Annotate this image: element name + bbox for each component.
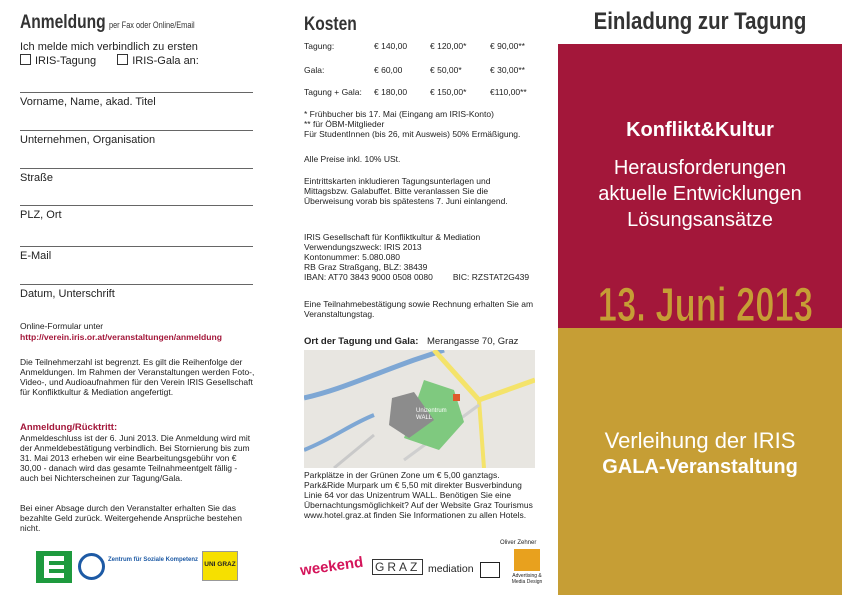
map-label: Unizentrum WALL [416, 408, 447, 421]
price-member: €110,00** [490, 87, 527, 97]
gala-line-2: GALA-Veranstaltung [602, 456, 798, 478]
registration-title: Anmeldung per Fax oder Online/Email [20, 12, 195, 33]
registration-info: Die Teilnehmerzahl ist begrenzt. Es gilt die Reihenfolge der Anmeldungen. Im Rahmen der Veranstaltungen werden Foto-, Video-, und Audioaufnahmen für den Verein IRIS Gesellschaft für Konfliktkultur & Mediation angefertigt. [20, 357, 255, 397]
field-street[interactable]: Straße [20, 168, 253, 184]
zsk-logo-text: Zentrum für Soziale Kompetenz [108, 557, 199, 563]
zehner-name: Oliver Zehner [500, 540, 537, 546]
zsk-logo-icon [78, 553, 105, 580]
cover-panel [558, 0, 842, 595]
gala-line-1: Verleihung der IRIS [604, 428, 796, 453]
cancellation-text: Anmeldeschluss ist der 6. Juni 2013. Die Anmeldung wird mit der Anmeldebestätigung verbindlich. Bei Stornierung bis zum 31. Mai 2013 erheben wir eine Bearbeitungsgebühr von € 30,00 - danach wird das gesamte Teilnahmeentgelt fällig - auch bei Nichterscheinen zur Tagung/Gala. [20, 433, 251, 483]
weekend-logo: weekend [299, 553, 365, 580]
mediation-logo: mediation [428, 563, 474, 575]
price-early: € 50,00* [430, 65, 462, 75]
field-name[interactable]: Vorname, Name, akad. Titel [20, 92, 253, 108]
iban: IBAN: AT70 3843 9000 0508 0080 [304, 272, 433, 282]
e-logo [36, 551, 72, 583]
cover-title: Einladung zur Tagung [593, 8, 807, 35]
costs-title: Kosten [304, 14, 357, 35]
cancellation-title: Anmeldung/Rücktritt: [20, 422, 118, 433]
mediation-logo-box [480, 562, 500, 578]
row-label: Tagung: [304, 41, 335, 51]
price-early: € 150,00* [430, 87, 467, 97]
venue-line [304, 336, 544, 347]
venue-label: Ort der Tagung und Gala: [304, 336, 419, 347]
online-form-link[interactable]: http://verein.iris.or.at/veranstaltungen/anmeldung [20, 332, 222, 342]
refund-text: Bei einer Absage durch den Veranstalter erhalten Sie das bezahlte Geld zurück. Weitergehende Ansprüche bestehen nicht. [20, 503, 242, 533]
price-member: € 30,00** [490, 65, 525, 75]
venue-address: Merangasse 70, Graz [427, 336, 519, 347]
checkbox-gala[interactable] [117, 54, 128, 65]
zehner-caption: Advertising & Media Design [511, 573, 543, 585]
vat-note: Alle Preise inkl. 10% USt. [304, 154, 401, 164]
field-zip-city[interactable]: PLZ, Ort [20, 205, 253, 221]
cover-header [558, 0, 842, 44]
bic: BIC: RZSTAT2G439 [452, 272, 530, 282]
confirmation-note: Eine Teilnahmebestätigung sowie Rechnung erhalten Sie am Veranstaltungstag. [304, 299, 534, 319]
field-organisation[interactable]: Unternehmen, Organisation [20, 130, 253, 146]
row-label: Gala: [304, 65, 325, 75]
event-date: 13. Juni 2013 [597, 279, 813, 332]
cover-gold-block [558, 328, 842, 595]
graz-logo: GRAZ [372, 559, 423, 575]
cover-topics: Herausforderungen aktuelle Entwicklungen Lösungsansätze [598, 157, 802, 231]
option-gala-label: IRIS-Gala an: [132, 55, 199, 67]
price-regular: € 140,00 [374, 41, 408, 51]
price-notes: * Frühbucher bis 17. Mai (Eingang am IRIS-Konto) ** für ÖBM-Mitglieder Für StudentInnen (bis 26, mit Ausweis) 50% Ermäßigung. [304, 109, 521, 139]
registration-intro: Ich melde mich verbindlich zu ersten [20, 41, 198, 53]
price-member: € 90,00** [490, 41, 525, 51]
venue-map[interactable] [304, 350, 535, 468]
zehner-logo [514, 549, 540, 571]
online-form-label: Online-Formular unter [20, 321, 104, 331]
price-early: € 120,00* [430, 41, 467, 51]
field-email[interactable]: E-Mail [20, 246, 253, 262]
row-label: Tagung + Gala: [304, 87, 362, 97]
field-date-signature[interactable]: Datum, Unterschrift [20, 284, 253, 300]
uni-graz-logo: UNI GRAZ [202, 551, 238, 581]
price-regular: € 180,00 [374, 87, 408, 97]
option-tagung-label: IRIS-Tagung [35, 55, 97, 67]
bank-details: IRIS Gesellschaft für Konfliktkultur & Mediation Verwendungszweck: IRIS 2013 Kontonummer: 5.080.080 RB Graz Straßgang, BLZ: 38439 IBAN: AT70 3843 9000 0508 0080 BIC: RZSTAT2G439 [304, 232, 530, 282]
parking-info: Parkplätze in der Grünen Zone um € 5,00 ganztags. Park&Ride Murpark um € 5,50 mit direkter Busverbindung Linie 64 vor das Unizentrum WALL. Benötigen Sie eine Übernachtungsmöglichkeit? Auf der Website Graz Tourismus www.hotel.graz.at finden Sie Informationen zu allen Hotels. [304, 470, 533, 520]
checkbox-tagung[interactable] [20, 54, 31, 65]
price-regular: € 60,00 [374, 65, 403, 75]
cover-subtitle: Konflikt&Kultur [626, 119, 774, 141]
ticket-note: Eintrittskarten inkludieren Tagungsunterlagen und Mittagsbzw. Galabuffet. Bitte veranlassen Sie die Überweisung vorab bis spätestens 7. Juni einlangend. [304, 176, 508, 206]
